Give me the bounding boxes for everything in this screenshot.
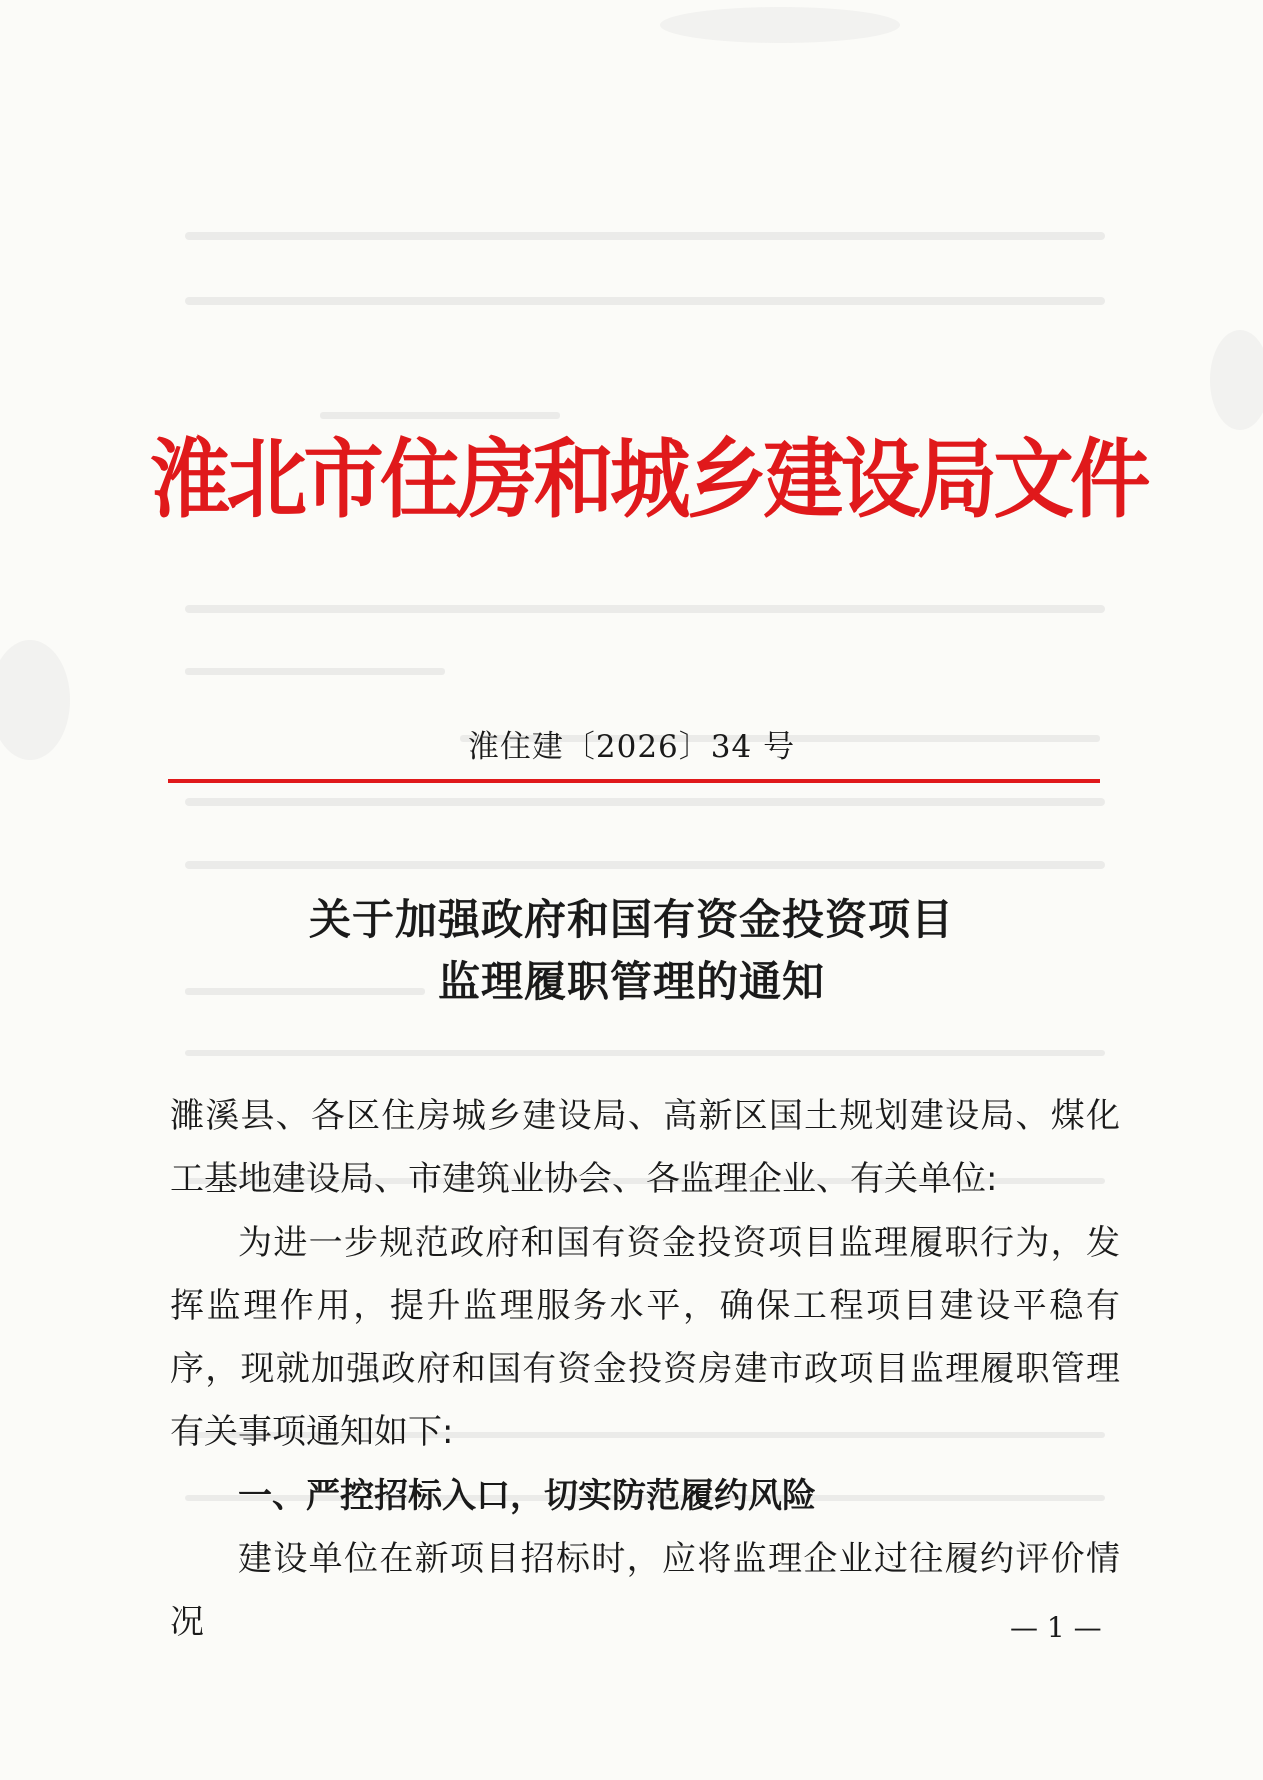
document-number: 淮住建〔2026〕34 号 bbox=[467, 729, 796, 765]
intro-paragraph: 为进一步规范政府和国有资金投资项目监理履职行为，发挥监理作用，提升监理服务水平，确保工程项目建设平稳有序，现就加强政府和国有资金投资房建市政项目监理履职管理有关事项通知如下: bbox=[170, 1223, 1120, 1452]
issuer-header-title: 淮北市住房和城乡建设局文件 bbox=[150, 430, 1147, 530]
red-divider-line bbox=[168, 779, 1100, 783]
addressee-paragraph: 濉溪县、各区住房城乡建设局、高新区国土规划建设局、煤化工基地建设局、市建筑业协会、各监理企业、有关单位: bbox=[170, 1096, 1120, 1199]
page-number: — 1 — bbox=[1010, 1611, 1102, 1644]
notice-title-line-2: 监理履职管理的通知 bbox=[437, 957, 825, 1006]
section-1-heading: 一、严控招标入口，切实防范履约风险 bbox=[238, 1476, 816, 1516]
notice-title-line-1: 关于加强政府和国有资金投资项目 bbox=[308, 895, 954, 944]
section-1-paragraph: 建设单位在新项目招标时，应将监理企业过往履约评价情况 bbox=[170, 1539, 1120, 1642]
